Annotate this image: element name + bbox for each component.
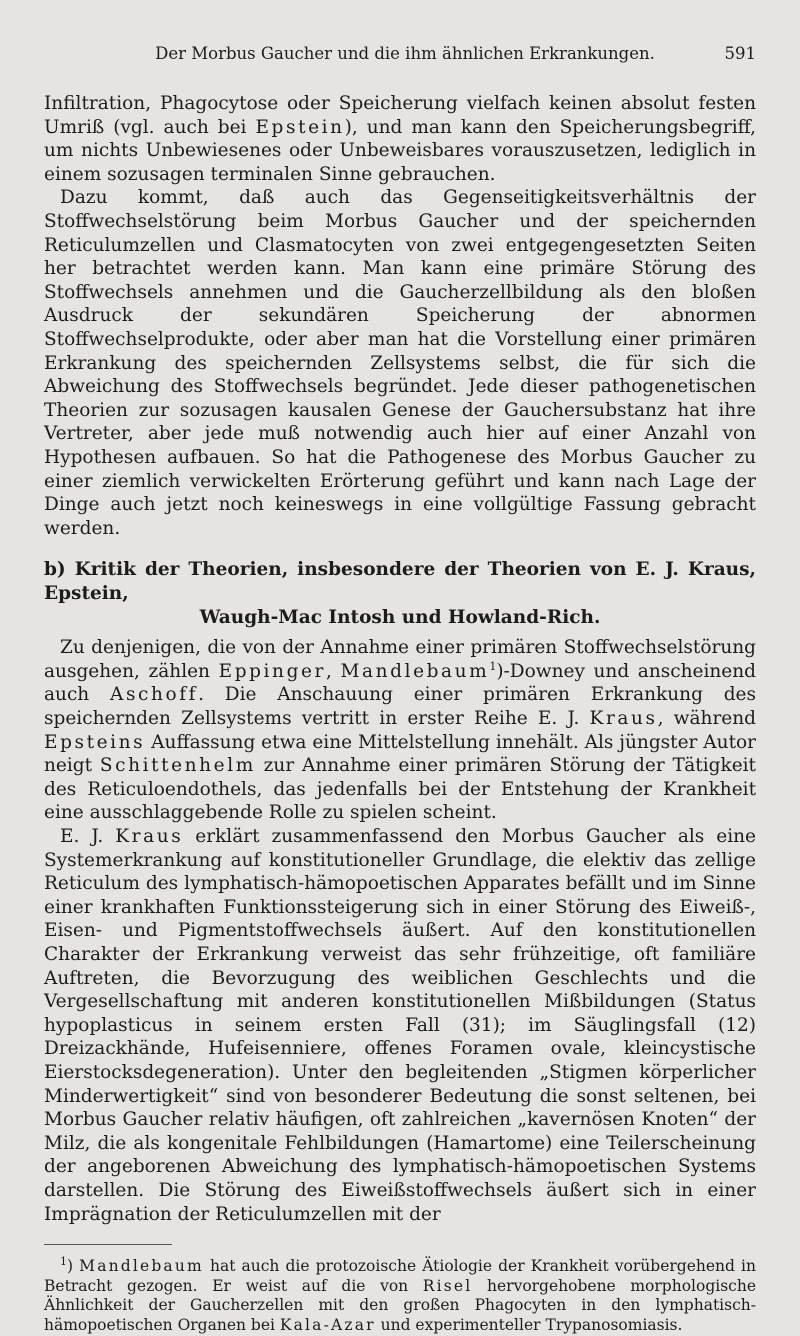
author-name: Schittenhelm [99, 755, 256, 777]
body-text [44, 92, 756, 1226]
footnote-text-part: und experimenteller Trypanosomiasis. [375, 1315, 683, 1334]
footnote-reference[interactable]: 1 [489, 659, 497, 673]
paragraph-text: , [325, 660, 341, 682]
disease-name: Kala-Azar [279, 1315, 376, 1334]
footnote-marker: 1 [60, 1254, 67, 1268]
author-name: Mandlebaum [79, 1257, 204, 1276]
author-name: Epsteins [44, 731, 146, 753]
paragraph-text: )-Downey und anscheinend auch [44, 660, 756, 706]
section-heading [44, 558, 756, 630]
page-number: 591 [724, 44, 756, 63]
section-heading-line-2: Waugh-Mac Intosh und Howland-Rich. [199, 607, 601, 629]
page-header [44, 44, 756, 70]
paragraph-text: , während [657, 708, 757, 730]
paragraph-text: ), und man kann den Speicherungsbegriff, um nichts Unbewiesenes oder Unbeweisbares vorauszusetzen, lediglich in einem sozusagen terminalen Sinne gebrauchen. [44, 116, 756, 185]
footnote-text: $^1$) Mandlebaum hat auch die protozoische Ätiologie der Krankheit vorübergehend in Betracht gezogen. Er weist auf die von Risel hervorgehobene morphologische Ähnlichkeit der Gaucherzellen mit den großen Phagocyten in den lymphatisch-hämopoetischen Organen bei Kala-Azar und experimenteller Trypanosomiasis. [44, 1254, 756, 1334]
running-title: Der Morbus Gaucher und die ihm ähnlichen Erkrankungen. [155, 44, 655, 63]
author-name: Epstein [255, 116, 345, 138]
paragraph-3 [44, 636, 756, 825]
footnote-text-part: hat auch die protozoische Ätiologie der Krankheit vorübergehend in Betracht gezogen. Er weist auf die von [44, 1257, 756, 1295]
paragraph-text: Infiltration, Phagocytose oder Speicherung vielfach keinen absolut festen Umriß (vgl. auch bei [44, 93, 756, 138]
paragraph-text: zur Annahme einer primären Störung der Tätigkeit des Reticuloendothels, das jedenfalls bei der Entstehung der Krankheit eine ausschlaggebende Rolle zu spielen scheint. [44, 755, 756, 824]
paragraph-text: Auffassung etwa eine Mittelstellung innehält. Als jüngster Autor neigt [44, 731, 756, 777]
author-name: Kraus [589, 708, 658, 730]
author-name: Kraus [115, 826, 184, 848]
author-name: Eppinger [218, 660, 326, 682]
paragraph-text: Zu denjenigen, die von der Annahme einer primären Stoffwechselstörung ausgehen, zählen [44, 637, 756, 682]
section-heading-line-1: b) Kritik der Theorien, insbesondere der Theorien von E. J. Kraus, Epstein, [44, 559, 756, 605]
paragraph-1 [44, 92, 756, 186]
paragraph-2: Dazu kommt, daß auch das Gegenseitigkeitsverhältnis der Stoffwechselstörung beim Morbus Gaucher und der speichernden Reticulumzellen und Clasmatocyten von zwei entgegengesetzten Seiten her betrachtet werden kann. Man kann eine primäre Störung des Stoffwechsels annehmen und die Gaucherzellbildung als den bloßen Ausdruck der sekundären Speicherung der abnormen Stoffwechselprodukte, oder aber man hat die Vorstellung einer primären Erkrankung des speichernden Zellsystems selbst, die für sich die Abweichung des Stoffwechsels begründet. Jede dieser pathogenetischen Theorien zur sozusagen kausalen Genese der Gauchersubstanz hat ihre Vertreter, aber jede muß notwendig auch hier auf einer Anzahl von Hypothesen aufbauen. So hat die Pathogenese des Morbus Gaucher zu einer ziemlich verwickelten Erörterung geführt und kann nach Lage der Dinge auch jetzt noch keineswegs in eine vollgültige Fassung gebracht werden. [44, 187, 756, 539]
footnote-divider [44, 1244, 172, 1245]
author-name: Aschoff [110, 684, 199, 706]
author-name: Mandlebaum [340, 660, 490, 682]
paragraph-text: erklärt zusammenfassend den Morbus Gaucher als eine Systemerkrankung auf konstitutioneller Grundlage, die elektiv das zellige Reticulum des lymphatisch-hämopoetischen Apparates befällt und im Sinne einer krankhaften Funktionssteigerung sich in einer Störung des Eiweiß-, Eisen- und Pigmentstoffwechsels äußert. Auf den konstitutionellen Charakter der Erkrankung verweist das sehr frühzeitige, oft familiäre Auftreten, die Bevorzugung des weiblichen Geschlechts und die Vergesellschaftung mit anderen konstitutionellen Mißbildungen (Status hypoplasticus in seinem ersten Fall (31); im Säuglingsfall (12) Dreizackhände, Hufeisenniere, offenes Foramen ovale, kleincystische Eierstocksdegeneration). Unter den begleitenden „Stigmen körperlicher Minderwertigkeit“ sind von besonderer Bedeutung die sonst seltenen, bei Morbus Gaucher relativ häufigen, oft zahlreichen „kavernösen Knoten“ der Milz, die als kongenitale Fehlbildungen (Hamartome) eine Teilerscheinung der angeborenen Abweichung des lymphatisch-hämopoetischen Systems darstellen. Die Störung des Eiweißstoffwechsels äußert sich in einer Imprägnation der Reticulumzellen mit der [44, 826, 756, 1225]
paragraph-text: . Die Anschauung einer primären Erkrankung des speichernden Zellsystems vertritt in erster Reihe E. J. [44, 684, 756, 730]
footnote-text-part: hervorgehobene morphologische Ähnlichkeit der Gaucherzellen mit den großen Phagocyten in den lymphatisch-hämopoetischen Organen bei [44, 1276, 756, 1334]
footnote [44, 1254, 756, 1335]
paragraph-text: E. J. [60, 826, 116, 848]
paragraph-4 [44, 825, 756, 1226]
author-name: Risel [422, 1276, 473, 1295]
